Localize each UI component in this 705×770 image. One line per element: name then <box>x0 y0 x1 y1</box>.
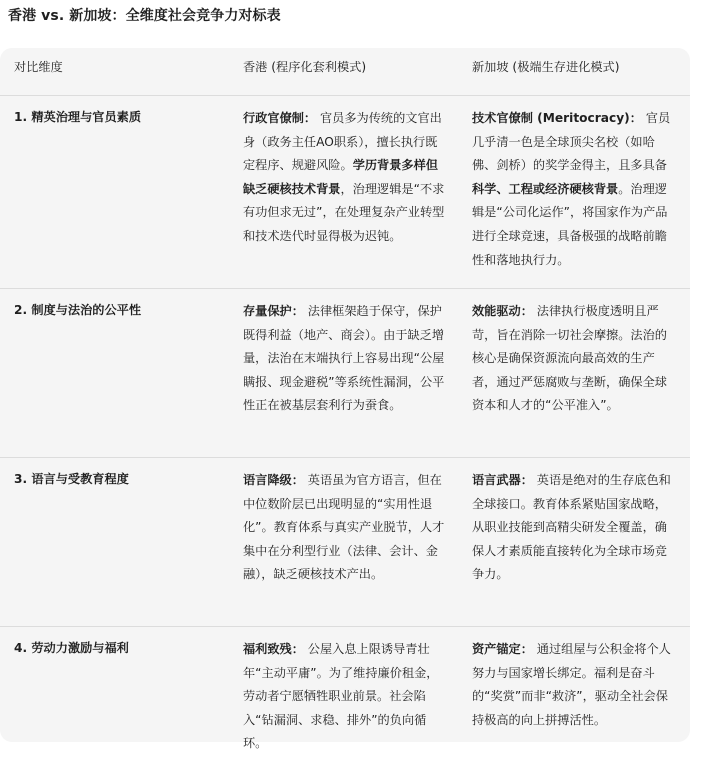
cell-lead-text: 语言降级： <box>243 473 304 487</box>
cell-body-text: 公屋入息上限诱导青壮年“主动平庸”。为了维持廉价租金，劳动者宁愿牺牲职业前景。社会陷入“钻漏洞、求稳、排外”的负向循环。 <box>243 642 438 750</box>
cell-lead-text: 行政官僚制： <box>243 111 316 125</box>
cell-lead-text: 存量保护： <box>243 304 304 318</box>
cell-body-text: ，治理逻辑是“不求有功但求无过”，在处理复杂产业转型和技术迭代时显得极为迟钝。 <box>243 182 444 243</box>
cell-lead-text: 语言武器： <box>472 473 533 487</box>
dimension-cell: 2. 制度与法治的公平性 <box>0 289 229 458</box>
cell-lead-text: 技术官僚制 (Meritocracy)： <box>472 111 642 125</box>
comparison-table <box>0 48 690 770</box>
singapore-cell <box>458 96 690 289</box>
header-hongkong: 香港 (程序化套利模式) <box>229 48 458 96</box>
hongkong-cell <box>229 96 458 289</box>
singapore-cell <box>458 289 690 458</box>
dimension-cell: 1. 精英治理与官员素质 <box>0 96 229 289</box>
cell-lead-text: 科学、工程或经济硬核背景 <box>472 182 618 196</box>
cell-lead-text: 效能驱动： <box>472 304 533 318</box>
singapore-cell <box>458 458 690 627</box>
cell-body-text: 。治理逻辑是“公司化运作”，将国家作为产品进行全球竞速，具备极强的战略前瞻性和落地执行力。 <box>472 182 667 267</box>
cell-body-text: 官员多为传统的文官出身（政务主任AO职系），擅长执行既定程序、规避风险。 <box>243 111 442 172</box>
comparison-table-container <box>0 48 690 742</box>
header-dimension: 对比维度 <box>0 48 229 96</box>
table-row <box>0 289 690 458</box>
cell-body-text: 英语虽为官方语言，但在中位数阶层已出现明显的“实用性退化”。教育体系与真实产业脱节，人才集中在分利型行业（法律、会计、金融），缺乏硬核技术产出。 <box>243 473 444 581</box>
cell-body-text: 英语是绝对的生存底色和全球接口。教育体系紧贴国家战略，从职业技能到高精尖研发全覆盖，确保人才素质能直接转化为全球市场竞争力。 <box>472 473 671 581</box>
hongkong-cell <box>229 458 458 627</box>
cell-lead-text: 资产锚定： <box>472 642 533 656</box>
cell-body-text: 通过组屋与公积金将个人努力与国家增长绑定。福利是奋斗的“奖赏”而非“救济”，驱动全社会保持极高的向上拼搏活性。 <box>472 642 671 727</box>
cell-body-text: 法律框架趋于保守，保护既得利益（地产、商会）。由于缺乏增量，法治在末端执行上容易出现“公屋瞒报、现金避税”等系统性漏洞，公平性正在被基层套利行为蚕食。 <box>243 304 444 412</box>
hongkong-cell <box>229 627 458 770</box>
table-row <box>0 96 690 289</box>
dimension-cell: 4. 劳动力激励与福利 <box>0 627 229 770</box>
header-singapore: 新加坡 (极端生存进化模式) <box>458 48 690 96</box>
singapore-cell <box>458 627 690 770</box>
cell-body-text: 法律执行极度透明且严苛，旨在消除一切社会摩擦。法治的核心是确保资源流向最高效的生产者，通过严惩腐败与垄断，确保全球资本和人才的“公平准入”。 <box>472 304 667 412</box>
table-header-row <box>0 48 690 96</box>
cell-lead-text: 学历背景多样但缺乏硬核技术背景 <box>243 158 438 196</box>
table-row <box>0 458 690 627</box>
page-title: 香港 vs. 新加坡：全维度社会竞争力对标表 <box>8 6 281 26</box>
cell-lead-text: 福利致残： <box>243 642 304 656</box>
cell-body-text: 官员几乎清一色是全球顶尖名校（如哈佛、剑桥）的奖学金得主，且多具备 <box>472 111 670 172</box>
dimension-cell: 3. 语言与受教育程度 <box>0 458 229 627</box>
table-row <box>0 627 690 770</box>
hongkong-cell <box>229 289 458 458</box>
